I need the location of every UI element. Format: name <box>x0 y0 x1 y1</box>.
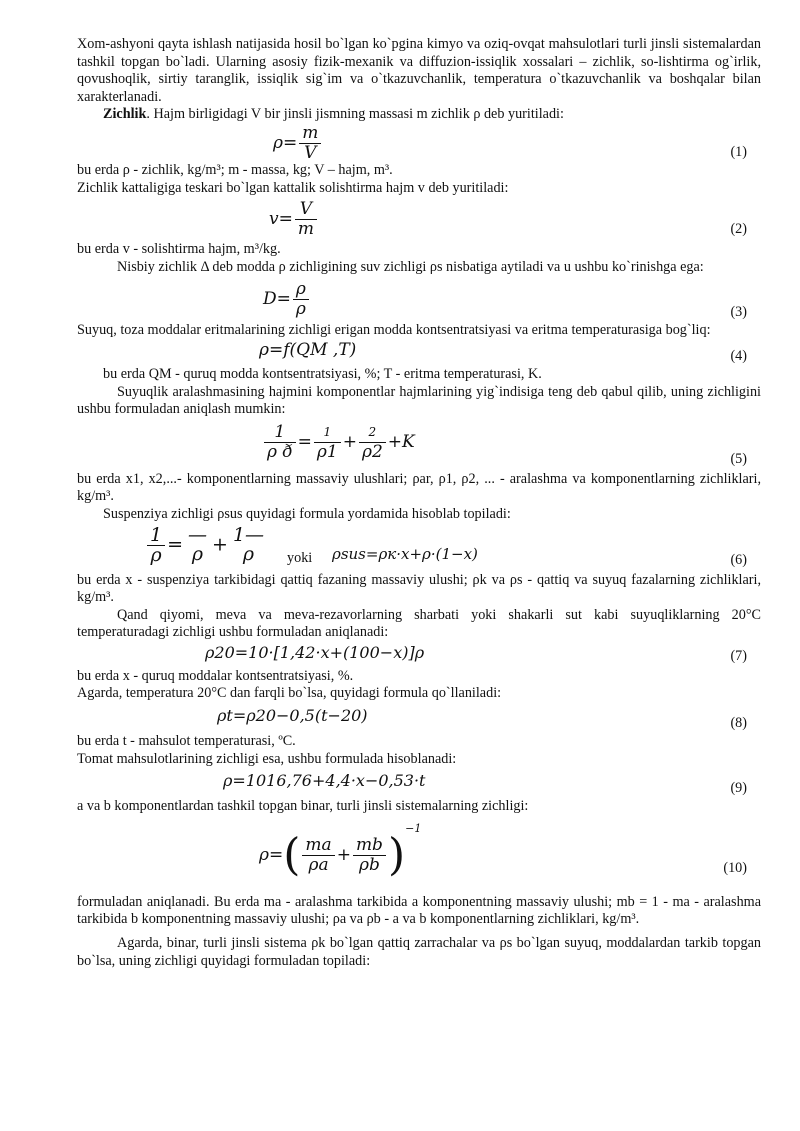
formula-5-explanation: bu erda x1, x2,...- komponentlarning massaviy ulushlari; ρar, ρ1, ρ2, ... - aralashma va komponentlarning zichliklari, kg/m³. <box>77 470 761 505</box>
formula-9 <box>77 768 761 798</box>
formula-1-denominator: V <box>304 142 317 163</box>
formula-2-number: (2) <box>730 221 747 238</box>
formula-6-alternative: ρsus=ρк·x+ρ·(1−x) <box>332 544 478 563</box>
suspension-paragraph: Suspenziya zichligi ρsus quyidagi formula yordamida hisoblab topiladi: <box>103 505 511 522</box>
density-title: Zichlik <box>103 106 147 123</box>
formula-6-denominator-1: ρ <box>150 543 162 566</box>
density-paragraph <box>77 106 761 124</box>
density-definition: . Hajm birligidagi V bir jinsli jismning massasi m zichlik ρ deb yuritiladi: <box>146 106 564 123</box>
formula-1-numerator: m <box>299 124 321 144</box>
formula-1-number: (1) <box>730 143 747 160</box>
formula-10-explanation: formuladan aniqlanadi. Bu erda ma - aralashma tarkibida a komponentning massaviy ulushi; mb = 1 - ma - aralashma tarkibida b komponentning massaviy ulushi; ρa va ρb - a va b komponentlarning zichliklari, kg/m³. <box>77 893 761 928</box>
formula-7-number: (7) <box>730 647 747 664</box>
tomato-paragraph: Tomat mahsulotlarining zichligi esa, ushbu formulada hisoblanadi: <box>77 750 457 767</box>
formula-1 <box>77 124 761 162</box>
formula-10-numerator-2: mb <box>353 836 386 856</box>
formula-6-denominator-3: ρ <box>242 543 255 565</box>
formula-6-numerator-3: 1— <box>232 524 265 546</box>
formula-5-denominator-1: ρ ð <box>267 441 293 462</box>
formula-9-number: (9) <box>730 780 747 797</box>
formula-8 <box>77 703 761 733</box>
formula-1-explanation: bu erda ρ - zichlik, kg/m³; m - massa, kg; V – hajm, m³. <box>77 161 393 178</box>
formula-7-explanation: bu erda x - quruq moddalar kontsentratsiyasi, %. <box>77 667 354 684</box>
formula-4-number: (4) <box>730 347 747 364</box>
formula-8-explanation: bu erda t - mahsulot temperaturasi, ºC. <box>77 733 296 750</box>
formula-2-numerator: V <box>295 200 317 220</box>
formula-10-lhs: ρ= <box>259 844 284 865</box>
syrup-paragraph: Qand qiyomi, meva va meva-rezavorlarning sharbati yoki shakarli sut kabi suyuqliklarning 20°C temperaturadagi zichligi ushbu formuladan aniqlanadi: <box>77 606 761 641</box>
mixture-paragraph: Suyuqlik aralashmasining hajmini komponentlar hajmlarining yig`indisiga teng deb qabul qilib, uning zichligini ushbu formuladan aniqlash mumkin: <box>77 383 761 418</box>
formula-3-denominator: ρ <box>295 299 306 320</box>
formula-2 <box>77 197 761 241</box>
formula-5-denominator-3: ρ2 <box>361 441 383 462</box>
formula-7 <box>77 642 761 668</box>
formula-10-denominator-2: ρb <box>359 854 380 875</box>
formula-3-number: (3) <box>730 304 747 321</box>
final-paragraph: Agarda, binar, turli jinsli sistema ρk bo`lgan qattiq zarrachalar va ρs bo`lgan suyuq, moddalardan tarkib topgan bo`lsa, uning zichligi quyidagi formuladan topiladi: <box>77 935 761 969</box>
formula-7-expression: ρ20=10·[1,42·x+(100−x)]ρ <box>205 642 425 662</box>
formula-5-tail: +K <box>387 431 415 452</box>
formula-6-denominator-2: ρ <box>191 543 204 565</box>
formula-6-numerator-2: — <box>188 524 208 546</box>
formula-5-numerator-2: 1 <box>314 423 341 443</box>
formula-5-denominator-2: ρ1 <box>316 441 338 462</box>
formula-10-exponent: −1 <box>405 821 422 835</box>
formula-3-numerator: ρ <box>293 280 309 300</box>
formula-2-explanation: bu erda v - solishtirma hajm, m³/kg. <box>77 241 281 258</box>
formula-6: $\frac{1}{\rho}$ = — ρ + 1— ρ yoki ρsus=ρк·x+ρ·(1−x) (6) <box>77 524 761 572</box>
formula-4 <box>77 340 761 366</box>
formula-1-lhs: ρ= <box>273 132 298 153</box>
formula-8-expression: ρt=ρ20−0,5(t−20) <box>217 706 368 726</box>
formula-3 <box>77 276 761 322</box>
formula-6-number: (6) <box>730 551 747 568</box>
formula-6-explanation: bu erda x - suspenziya tarkibidagi qattiq fazaning massaviy ulushi; ρk va ρs - qattiq va suyuq fazalarning zichliklari, kg/m³. <box>77 571 761 606</box>
formula-3-lhs: D= <box>263 289 291 310</box>
formula-10-denominator-1: ρa <box>308 854 329 875</box>
formula-2-denominator: m <box>297 219 314 240</box>
binary-paragraph: a va b komponentlardan tashkil topgan binar, turli jinsli sistemalarning zichligi: <box>77 798 529 815</box>
formula-5-number: (5) <box>730 450 747 467</box>
intro-paragraph: Xom-ashyoni qayta ishlash natijasida hosil bo`lgan ko`pgina kimyo va oziq-ovqat mahsulotlari turli jinsli sistemalardan tashkil topgan bo`ladi. Ularning asosiy fizik-mexanik va diffuzion-issiqlik xossalari – zichlik, so-lishtirma og`irlik, qovushoqlik, sirtiy taranglik, issiqlik sig`im va o`tkazuvchanlik, temperatura o`tkazuvchanlik va boshqalar bilan xarakterlanadi. <box>77 36 761 105</box>
formula-5-numerator-3: 2 <box>359 423 386 443</box>
relative-density-paragraph: Nisbiy zichlik Δ deb modda ρ zichligining suv zichligi ρs nisbatiga aytiladi va u ushbu ko`rinishga ega: <box>117 258 704 275</box>
temperature-paragraph: Agarda, temperatura 20°C dan farqli bo`lsa, quyidagi formula qo`llaniladi: <box>77 685 502 702</box>
formula-8-number: (8) <box>730 715 747 732</box>
formula-6-numerator-1: 1 <box>147 526 165 546</box>
solution-paragraph: Suyuq, toza moddalar eritmalarining zichligi erigan modda kontsentratsiyasi va eritma temperaturasiga bog`liq: <box>77 322 711 339</box>
formula-10-numerator-1: ma <box>302 836 334 856</box>
formula-9-expression: ρ=1016,76+4,4·x−0,53·t <box>223 771 426 791</box>
formula-10-number: (10) <box>723 859 747 876</box>
formula-5: $\frac{1}{\text{ρ ð}}$ = $\frac{1}{\rho 1}$ + $\frac{2}{\rho 2}$ +K (5) <box>77 419 761 471</box>
formula-6-or: yoki <box>287 549 313 566</box>
formula-4-expression: ρ=f(QM ,T) <box>259 339 357 360</box>
formula-10: ρ=( $\frac{ma}{\rho a}$ + $\frac{mb}{\rho b}$ )$^{-1}$ (10) <box>259 821 747 881</box>
formula-4-explanation: bu erda QM - quruq modda kontsentratsiyasi, %; T - eritma temperaturasi, K. <box>103 365 542 382</box>
formula-5-numerator-1: 1 <box>264 423 296 443</box>
specific-volume-paragraph: Zichlik kattaligiga teskari bo`lgan kattalik solishtirma hajm v deb yuritiladi: <box>77 179 509 196</box>
document-page <box>77 36 761 970</box>
formula-2-lhs: v= <box>269 209 293 230</box>
